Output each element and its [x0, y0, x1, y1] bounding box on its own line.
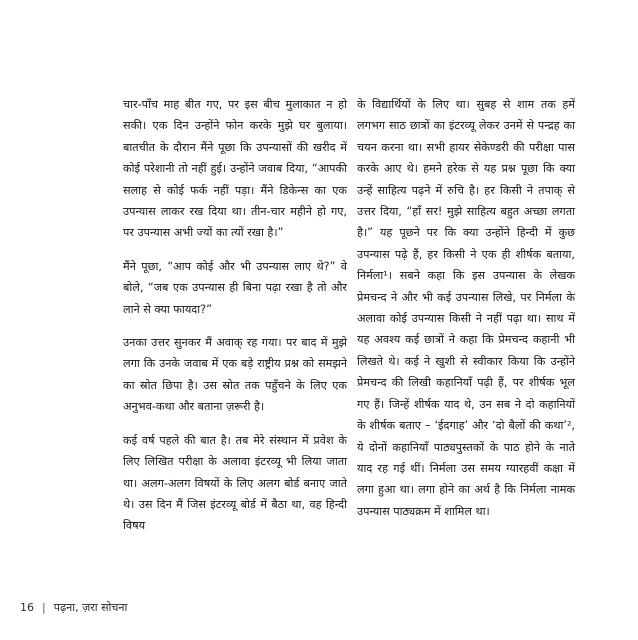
right-column [357, 94, 575, 522]
paragraph-3: उनका उत्तर सुनकर मैं अवाक् रह गया। पर बाद में मुझे लगा कि उनके जवाब में एक बड़े राष्ट्रीय प्रश्न को समझने का स्रोत छिपा है। उस स्रोत तक पहुँचने के लिए एक अनुभव-कथा और बताना ज़रूरी है। [123, 336, 347, 414]
left-column [123, 94, 347, 537]
book-title: पढ़ना, ज़रा सोचना [53, 601, 128, 614]
footer-separator: | [42, 601, 46, 614]
page-footer [20, 600, 127, 615]
paragraph-2: मैंने पूछा, “आप कोई और भी उपन्यास लाए थे?” वे बोले, “जब एक उपन्यास ही बिना पढ़ा रखा है तो और लाने से क्या फायदा?” [123, 259, 347, 316]
page-number: 16 [20, 601, 34, 614]
paragraph-1: चार-पाँच माह बीत गए, पर इस बीच मुलाकात न हो सकी। एक दिन उन्होंने फोन करके मुझे घर बुलाया। बातचीत के दौरान मैंने पूछा कि उपन्यासों की खरीद में कोई परेशानी तो नहीं हुई। उन्होंने जवाब दिया, “आपकी सलाह से कोई फर्क नहीं पड़ा। मैंने डिकेन्स का एक उपन्यास लाकर रख दिया था। तीन-चार महीने हो गए, पर उपन्यास अभी ज्यों का त्यों रखा है।” [123, 98, 347, 240]
paragraph-4: कई वर्ष पहले की बात है। तब मेरे संस्थान में प्रवेश के लिए लिखित परीक्षा के अलावा इंटरव्यू भी लिया जाता था। अलग-अलग विषयों के लिए अलग बोर्ड बनाए जाते थे। उस दिन मैं जिस इंटरव्यू बोर्ड में बैठा था, वह हिन्दी विषय [123, 433, 347, 533]
paragraph-continued: के विद्यार्थियों के लिए था। सुबह से शाम तक हमें लगभग साठ छात्रों का इंटरव्यू लेकर उनमें से पन्द्रह का चयन करना था। सभी हायर सेकेण्डरी की परीक्षा पास करके आए थे। हमने हरेक से यह प्रश्न पूछा कि क्या उन्हें साहित्य पढ़ने में रुचि है। हर किसी ने तपाक् से उत्तर दिया, “हाँ सर! मुझे साहित्य बहुत अच्छा लगता है।” यह पूछने पर कि क्या उन्होंने हिन्दी में कुछ उपन्यास पढ़े हैं, हर किसी ने एक ही शीर्षक बताया, निर्मला¹। सबने कहा कि इस उपन्यास के लेखक प्रेमचन्द ने और भी कई उपन्यास लिखे, पर निर्मला के अलावा कोई उपन्यास किसी ने नहीं पढ़ा था। साथ में यह अवश्य कई छात्रों ने कहा कि प्रेमचन्द कहानी भी लिखते थे। कई ने खुशी से स्वीकार किया कि उन्होंने प्रेमचन्द की लिखी कहानियाँ पढ़ी हैं, पर शीर्षक भूल गए हैं। जिन्हें शीर्षक याद थे, उन सब ने दो कहानियों के शीर्षक बताए – ‘ईदगाह’ और ‘दो बैलों की कथा’², ये दोनों कहानियाँ पाठ्यपुस्तकों के पाठ होने के नाते याद रह गई थीं। निर्मला उस समय ग्यारहवीं कक्षा में लगा हुआ था। लगा होने का अर्थ है कि निर्मला नामक उपन्यास पाठ्यक्रम में शामिल था। [357, 98, 575, 518]
